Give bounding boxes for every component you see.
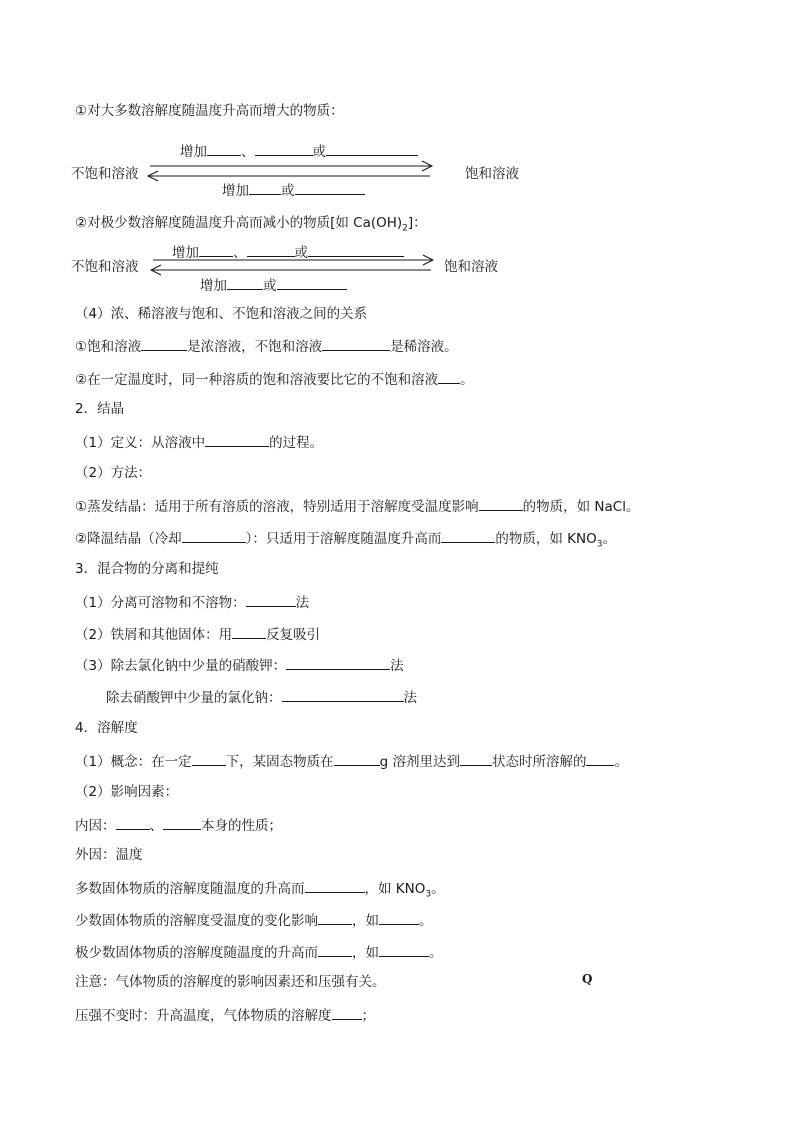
separation-line-1: （1）分离可溶物和不溶物： 法 [75, 592, 309, 612]
crystallization-definition: （1）定义：从溶液中 的过程。 [75, 432, 323, 452]
blank[interactable] [141, 336, 187, 351]
margin-mark: Q [582, 972, 593, 986]
internal-factors: 内因： 、 本身的性质； [75, 815, 282, 835]
gas-note: 注意：气体物质的溶解度的影响因素还和压强有关。 [75, 974, 386, 990]
blank[interactable] [379, 942, 429, 957]
external-factors: 外因：温度 [75, 847, 143, 863]
blank[interactable] [207, 141, 241, 156]
blank[interactable] [182, 528, 246, 543]
blank[interactable] [441, 528, 495, 543]
blank[interactable] [232, 624, 266, 639]
blank[interactable] [249, 180, 281, 195]
factor-line-2: 少数固体物质的溶解度受温度的变化影响 ，如 。 [75, 910, 433, 930]
case1-right-state: 饱和溶液 [465, 166, 519, 182]
blank[interactable] [246, 592, 296, 607]
case1-left-state: 不饱和溶液 [71, 166, 139, 182]
case2-bottom-label: 增加 或 [200, 275, 347, 295]
separation-line-4: 除去硝酸钾中少量的氯化钠： 法 [106, 687, 417, 707]
blank[interactable] [479, 496, 523, 511]
blank[interactable] [305, 878, 365, 893]
section-heading-solubility: 4．溶解度 [75, 720, 138, 736]
section-heading-crystallization: 2．结晶 [75, 401, 125, 417]
cooling-crystallization: ②降温结晶（冷却 ）：只适用于溶解度随温度升高而 的物质，如 $KNO_3$。 [75, 528, 616, 554]
relation-heading: （4）浓、稀溶液与饱和、不饱和溶液之间的关系 [75, 306, 368, 322]
blank[interactable] [255, 141, 313, 156]
blank[interactable] [192, 751, 226, 766]
case1-heading: ①对大多数溶解度随温度升高而增大的物质： [75, 103, 344, 119]
blank[interactable] [205, 432, 269, 447]
case1-top-label: 增加 、 或 [180, 141, 418, 161]
separation-line-2: （2）铁屑和其他固体：用 反复吸引 [75, 624, 320, 644]
case2-left-state: 不饱和溶液 [71, 259, 139, 275]
blank[interactable] [438, 369, 460, 384]
blank[interactable] [332, 1005, 362, 1020]
gas-pressure-line: 压强不变时：升高温度，气体物质的溶解度 ； [75, 1005, 375, 1025]
blank[interactable] [163, 815, 201, 830]
blank[interactable] [282, 687, 404, 702]
blank[interactable] [326, 141, 418, 156]
blank[interactable] [379, 910, 419, 925]
blank[interactable] [318, 942, 352, 957]
blank[interactable] [295, 180, 365, 195]
blank[interactable] [286, 655, 390, 670]
relation-line-1: ①饱和溶液 是浓溶液，不饱和溶液 是稀溶液。 [75, 336, 458, 356]
solubility-concept: （1）概念：在一定 下，某固态物质在 g 溶剂里达到 状态时所溶解的 。 [75, 751, 628, 771]
crystallization-method: （2）方法： [75, 465, 152, 481]
section-heading-separation: 3．混合物的分离和提纯 [75, 561, 219, 577]
blank[interactable] [277, 275, 347, 290]
blank[interactable] [318, 910, 352, 925]
separation-line-3: （3）除去氯化钠中少量的硝酸钾： 法 [75, 655, 404, 675]
factor-line-1: 多数固体物质的溶解度随温度的升高而 ，如 $KNO_3$。 [75, 878, 445, 904]
evaporation-crystallization: ①蒸发结晶：适用于所有溶质的溶液，特别适用于溶解度受温度影响 的物质，如 NaCl。 [75, 496, 639, 516]
blank[interactable] [334, 751, 380, 766]
case2-top-label: 增加 、 或 [172, 242, 404, 262]
case2-right-state: 饱和溶液 [444, 259, 498, 275]
blank[interactable] [322, 336, 390, 351]
factor-line-3: 极少数固体物质的溶解度随温度的升高而 ，如 。 [75, 942, 443, 962]
relation-line-2: ②在一定温度时，同一种溶质的饱和溶液要比它的不饱和溶液 。 [75, 369, 474, 389]
blank[interactable] [227, 275, 263, 290]
case2-heading: ②对极少数溶解度随温度升高而减小的物质[如 $Ca(OH)_2$]： [75, 215, 427, 234]
blank[interactable] [460, 751, 492, 766]
influencing-factors: （2）影响因素： [75, 784, 179, 800]
blank[interactable] [116, 815, 150, 830]
blank[interactable] [586, 751, 614, 766]
case1-bottom-label: 增加 或 [222, 180, 365, 200]
